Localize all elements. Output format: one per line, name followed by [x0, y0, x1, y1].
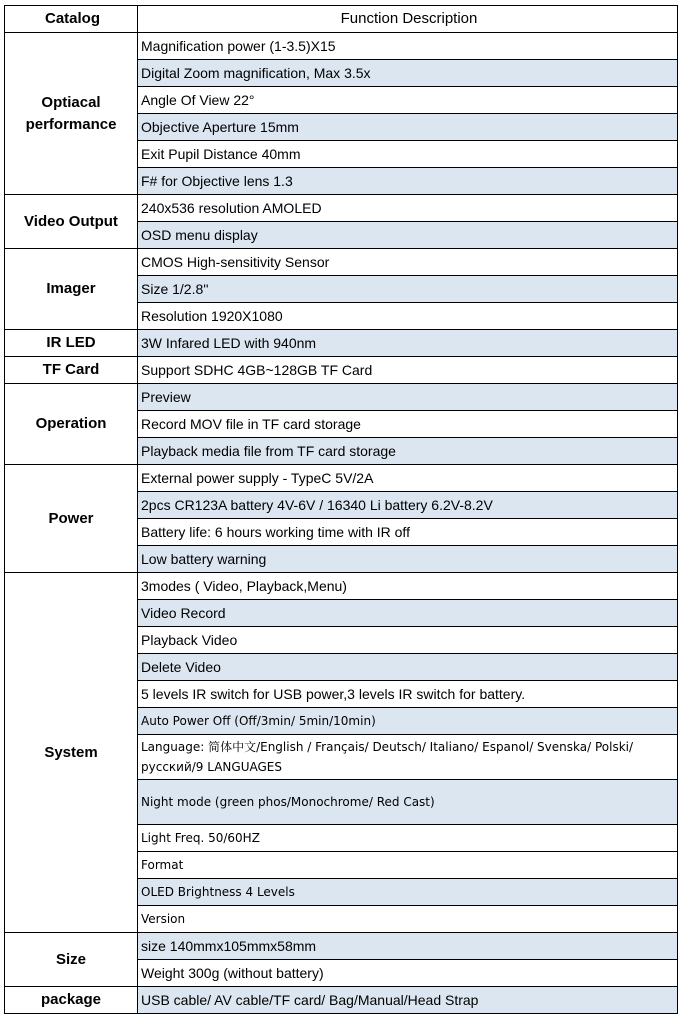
spec-cell: 3W Infared LED with 940nm — [138, 330, 678, 357]
spec-cell: F# for Objective lens 1.3 — [138, 168, 678, 195]
spec-cell: 3modes ( Video, Playback,Menu) — [138, 573, 678, 600]
header-row — [5, 6, 678, 33]
group-label: Power — [5, 465, 138, 573]
group-label: Video Output — [5, 195, 138, 249]
table-row — [5, 249, 678, 276]
group-label: TF Card — [5, 357, 138, 384]
function-header: Function Description — [138, 6, 678, 33]
group-label: Imager — [5, 249, 138, 330]
spec-cell: Magnification power (1-3.5)X15 — [138, 33, 678, 60]
table-row — [5, 33, 678, 60]
spec-cell: Delete Video — [138, 654, 678, 681]
spec-cell: Preview — [138, 384, 678, 411]
spec-cell: 5 levels IR switch for USB power,3 levels IR switch for battery. — [138, 681, 678, 708]
spec-cell: Digital Zoom magnification, Max 3.5x — [138, 60, 678, 87]
group-label: package — [5, 987, 138, 1014]
group-label: Size — [5, 933, 138, 987]
spec-cell: CMOS High-sensitivity Sensor — [138, 249, 678, 276]
spec-cell: Battery life: 6 hours working time with IR off — [138, 519, 678, 546]
spec-cell: OLED Brightness 4 Levels — [138, 879, 678, 906]
spec-cell: Language: 简体中文/English / Français/ Deutsch/ Italiano/ Espanol/ Svenska/ Polski/ русский/9 LANGUAGES — [138, 735, 678, 780]
spec-cell: 2pcs CR123A battery 4V-6V / 16340 Li battery 6.2V-8.2V — [138, 492, 678, 519]
spec-cell: 240x536 resolution AMOLED — [138, 195, 678, 222]
spec-cell: USB cable/ AV cable/TF card/ Bag/Manual/Head Strap — [138, 987, 678, 1014]
group-label: System — [5, 573, 138, 933]
table-row — [5, 573, 678, 600]
table-row — [5, 195, 678, 222]
spec-cell: Low battery warning — [138, 546, 678, 573]
spec-cell: Weight 300g (without battery) — [138, 960, 678, 987]
spec-cell: size 140mmx105mmx58mm — [138, 933, 678, 960]
spec-table — [4, 5, 678, 1014]
spec-cell: Support SDHC 4GB~128GB TF Card — [138, 357, 678, 384]
spec-cell: Night mode (green phos/Monochrome/ Red Cast) — [138, 780, 678, 825]
spec-cell: Video Record — [138, 600, 678, 627]
spec-cell: Objective Aperture 15mm — [138, 114, 678, 141]
spec-cell: Playback Video — [138, 627, 678, 654]
spec-cell: Angle Of View 22° — [138, 87, 678, 114]
spec-cell: External power supply - TypeC 5V/2A — [138, 465, 678, 492]
catalog-header: Catalog — [5, 6, 138, 33]
spec-cell: Version — [138, 906, 678, 933]
spec-cell: Auto Power Off (Off/3min/ 5min/10min) — [138, 708, 678, 735]
group-label: Operation — [5, 384, 138, 465]
table-row — [5, 357, 678, 384]
spec-cell: Format — [138, 852, 678, 879]
table-row — [5, 465, 678, 492]
table-row — [5, 330, 678, 357]
spec-cell: Light Freq. 50/60HZ — [138, 825, 678, 852]
spec-cell: Record MOV file in TF card storage — [138, 411, 678, 438]
spec-cell: OSD menu display — [138, 222, 678, 249]
spec-cell: Size 1/2.8'' — [138, 276, 678, 303]
spec-cell: Resolution 1920X1080 — [138, 303, 678, 330]
spec-cell: Playback media file from TF card storage — [138, 438, 678, 465]
group-label: IR LED — [5, 330, 138, 357]
spec-cell: Exit Pupil Distance 40mm — [138, 141, 678, 168]
table-row — [5, 384, 678, 411]
group-label: Optiacal performance — [5, 33, 138, 195]
table-row — [5, 933, 678, 960]
table-row — [5, 987, 678, 1014]
